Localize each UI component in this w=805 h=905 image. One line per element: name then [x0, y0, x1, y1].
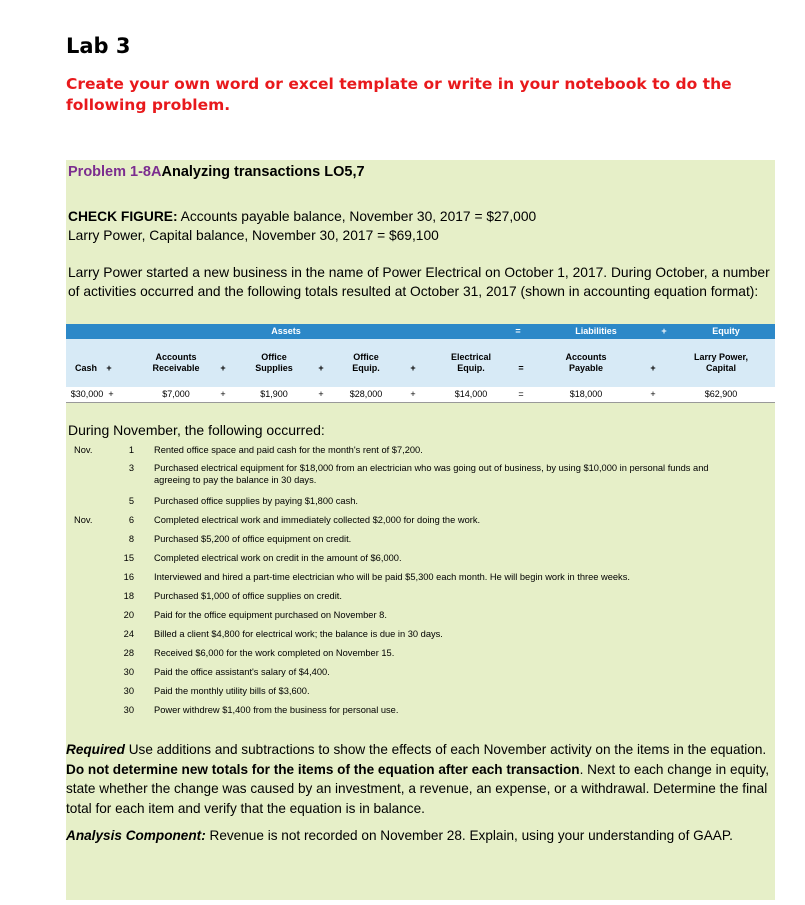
- check-figure: [68, 207, 536, 245]
- col-elec-l2: Electrical: [450, 352, 492, 362]
- equity-header-label: Equity: [712, 326, 740, 336]
- transaction-month: Nov.: [74, 515, 93, 525]
- col-equip-l2: Office: [353, 352, 379, 362]
- plus-sign: +: [410, 363, 416, 373]
- equals-sign: =: [518, 363, 524, 373]
- transaction-day: 6: [128, 515, 134, 525]
- transaction-text: Paid for the office equipment purchased on November 8.: [154, 610, 387, 620]
- required-text2: . Next to each change in equity, state whether the change was caused by an investment, a revenue, an expense, or a withdrawal. Determine the final total for each item and verify that the equation is in balance.: [66, 761, 770, 816]
- transaction-day: 28: [123, 648, 134, 658]
- check-figure-label: CHECK FIGURE:: [68, 209, 178, 224]
- col-capital-l1: Larry Power,: [693, 352, 749, 362]
- col-supplies-l3: Supplies: [255, 363, 293, 373]
- accounting-equation-table: [66, 324, 775, 402]
- problem-number: Problem 1-8A: [68, 164, 162, 180]
- transaction-day: 30: [123, 705, 134, 715]
- transaction-day: 8: [128, 534, 134, 544]
- transaction-text: Paid the office assistant's salary of $4,400.: [154, 667, 330, 677]
- during-label: During November, the following occurred:: [68, 422, 325, 438]
- transaction-text: Purchased electrical equipment for $18,000 from an electrician who was going out of business, by using $10,000 in personal funds and agreeing to pay the balance in 30 days.: [154, 463, 709, 485]
- plus-sign: +: [650, 363, 656, 373]
- transaction-day: 24: [123, 629, 134, 639]
- assets-header: [66, 324, 506, 339]
- transaction-day: 20: [123, 610, 134, 620]
- problem-panel: [66, 160, 775, 900]
- transaction-day: 18: [123, 591, 134, 601]
- col-ap-l2: Accounts: [565, 352, 607, 362]
- intro-paragraph: Larry Power started a new business in the name of Power Electrical on October 1, 2017. During October, a number of activities occurred and the following totals resulted at October 31, 2017 (shown in accounting equation format):: [68, 265, 770, 299]
- analysis-text: Revenue is not recorded on November 28. Explain, using your understanding of GAAP.: [205, 828, 733, 843]
- plus-sign: +: [410, 389, 416, 399]
- value-capital: $62,900: [704, 389, 738, 399]
- transaction-text: Purchased $1,000 of office supplies on credit.: [154, 591, 342, 601]
- transaction-text: Billed a client $4,800 for electrical work; the balance is due in 30 days.: [154, 629, 443, 639]
- value-cash: $30,000: [70, 389, 104, 399]
- check-figure-line1: Accounts payable balance, November 30, 2017 = $27,000: [177, 209, 537, 224]
- value-ap: $18,000: [569, 389, 603, 399]
- transaction-text: Completed electrical work and immediately collected $2,000 for doing the work.: [154, 515, 481, 525]
- transaction-day: 30: [123, 686, 134, 696]
- value-elec: $14,000: [454, 389, 488, 399]
- transaction-text: Purchased office supplies by paying $1,800 cash.: [154, 496, 358, 506]
- col-cash-l3: Cash: [74, 363, 97, 373]
- plus-sign: +: [318, 363, 324, 373]
- equals-sign: =: [518, 389, 524, 399]
- required-text1: Use additions and subtractions to show the effects of each November activity on the items in the equation.: [124, 742, 767, 757]
- transaction-month: Nov.: [74, 445, 93, 455]
- page-title: Lab 3: [66, 34, 131, 58]
- assets-header-label: Assets: [271, 326, 301, 336]
- col-equip-l3: Equip.: [352, 363, 380, 373]
- col-ar-l2: Accounts: [155, 352, 197, 362]
- analysis-paragraph: [66, 826, 774, 846]
- value-supplies: $1,900: [260, 389, 288, 399]
- plus-sign: +: [650, 389, 656, 399]
- transaction-day: 5: [128, 496, 134, 506]
- col-ar-l3: Receivable: [152, 363, 200, 373]
- required-label: Required: [66, 742, 125, 757]
- plus-sign: +: [220, 363, 226, 373]
- transaction-text: Paid the monthly utility bills of $3,600.: [154, 686, 310, 696]
- analysis-label: Analysis Component:: [66, 828, 206, 843]
- problem-title: [68, 164, 365, 180]
- plus-sign: +: [106, 363, 112, 373]
- plus-sign: +: [220, 389, 226, 399]
- required-paragraph: [66, 740, 774, 818]
- col-elec-l3: Equip.: [457, 363, 485, 373]
- transaction-text: Rented office space and paid cash for the month's rent of $7,200.: [154, 445, 423, 455]
- liabilities-equity-header: [506, 324, 775, 339]
- header-plus: +: [661, 326, 667, 336]
- header-equals: =: [515, 326, 521, 336]
- transaction-text: Completed electrical work on credit in the amount of $6,000.: [154, 553, 402, 563]
- transaction-text: Purchased $5,200 of office equipment on credit.: [154, 534, 352, 544]
- col-capital-l2: Capital: [705, 363, 736, 373]
- liabilities-header-label: Liabilities: [575, 326, 617, 336]
- transaction-day: 30: [123, 667, 134, 677]
- transaction-day: 16: [123, 572, 134, 582]
- col-ap-l3: Payable: [568, 363, 604, 373]
- equation-values-row: [66, 387, 775, 403]
- plus-sign: +: [318, 389, 324, 399]
- value-ar: $7,000: [162, 389, 190, 399]
- instruction-text: Create your own word or excel template or write in your notebook to do the following problem.: [66, 75, 732, 114]
- transaction-day: 3: [128, 463, 134, 473]
- transaction-text: Power withdrew $1,400 from the business for personal use.: [154, 705, 399, 715]
- required-bold: Do not determine new totals for the items of the equation after each transaction: [66, 761, 580, 777]
- problem-name: Analyzing transactions LO5,7: [161, 164, 365, 180]
- transaction-text: Interviewed and hired a part-time electrician who will be paid $5,300 each month. He will begin work in three weeks.: [154, 572, 630, 582]
- value-equip: $28,000: [349, 389, 383, 399]
- equation-column-headers: [66, 339, 775, 387]
- check-figure-line2: Larry Power, Capital balance, November 30, 2017 = $69,100: [68, 228, 439, 243]
- plus-sign: +: [108, 389, 114, 399]
- transaction-day: 15: [123, 553, 134, 563]
- transaction-day: 1: [128, 445, 134, 455]
- transaction-text: Received $6,000 for the work completed on November 15.: [154, 648, 395, 658]
- col-supplies-l2: Office: [261, 352, 287, 362]
